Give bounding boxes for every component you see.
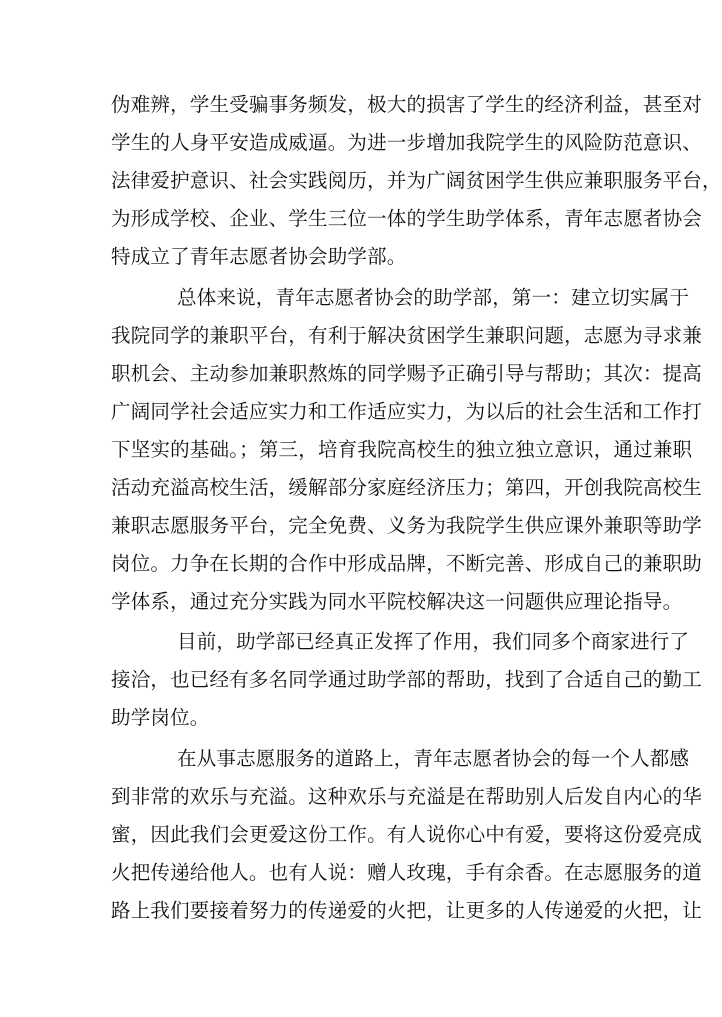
paragraph-1-line-5: 特成立了青年志愿者协会助学部。	[111, 245, 407, 268]
paragraph-3-line-3: 助学岗位。	[111, 706, 210, 729]
paragraph-4-line-5: 路上我们要接着努力的传递爱的火把，让更多的人传递爱的火把，让	[111, 899, 703, 922]
paragraph-2-line-9: 学体系，通过充分实践为同水平院校解决这一问题供应理论指导。	[111, 590, 683, 613]
paragraph-1-line-4: 为形成学校、企业、学生三位一体的学生助学体系，青年志愿者协会	[111, 207, 703, 230]
paragraph-4-line-3: 蜜，因此我们会更爱这份工作。有人说你心中有爱，要将这份爱亮成	[111, 823, 703, 846]
paragraph-1-line-2: 学生的人身平安造成威逼。为进一步增加我院学生的风险防范意识、	[111, 131, 703, 154]
paragraph-2-line-4: 广阔同学社会适应实力和工作适应实力，为以后的社会生活和工作打	[111, 400, 703, 423]
paragraph-4-line-4: 火把传递给他人。也有人说：赠人玫瑰，手有余香。在志愿服务的道	[111, 861, 703, 884]
paragraph-2-line-8: 岗位。力争在长期的合作中形成品牌，不断完善、形成自己的兼职助	[111, 552, 703, 575]
paragraph-4-line-2: 到非常的欢乐与充溢。这种欢乐与充溢是在帮助别人后发自内心的华	[111, 785, 703, 808]
paragraph-3-line-1: 目前，助学部已经真正发挥了作用，我们同多个商家进行了	[177, 630, 690, 653]
paragraph-2-line-2: 我院同学的兼职平台，有利于解决贫困学生兼职问题，志愿为寻求兼	[111, 324, 703, 347]
paragraph-3-line-2: 接洽，也已经有多名同学通过助学部的帮助，找到了合适自己的勤工	[111, 668, 703, 691]
paragraph-2-line-6: 活动充溢高校生活，缓解部分家庭经济压力；第四，开创我院高校生	[111, 476, 703, 499]
paragraph-1-line-1: 伪难辨，学生受骗事务频发，极大的损害了学生的经济利益，甚至对	[111, 93, 703, 116]
paragraph-2-line-5: 下坚实的基础。；第三，培育我院高校生的独立独立意识，通过兼职	[111, 438, 693, 461]
paragraph-1-line-3: 法律爱护意识、社会实践阅历，并为广阔贫困学生供应兼职服务平台，	[111, 169, 722, 192]
paragraph-2-line-3: 职机会、主动参加兼职熬炼的同学赐予正确引导与帮助；其次：提高	[111, 362, 703, 385]
paragraph-2-line-7: 兼职志愿服务平台，完全免费、义务为我院学生供应课外兼职等助学	[111, 514, 703, 537]
paragraph-2-line-1: 总体来说，青年志愿者协会的助学部，第一：建立切实属于	[177, 286, 690, 309]
paragraph-4-line-1: 在从事志愿服务的道路上，青年志愿者协会的每一个人都感	[177, 747, 690, 770]
